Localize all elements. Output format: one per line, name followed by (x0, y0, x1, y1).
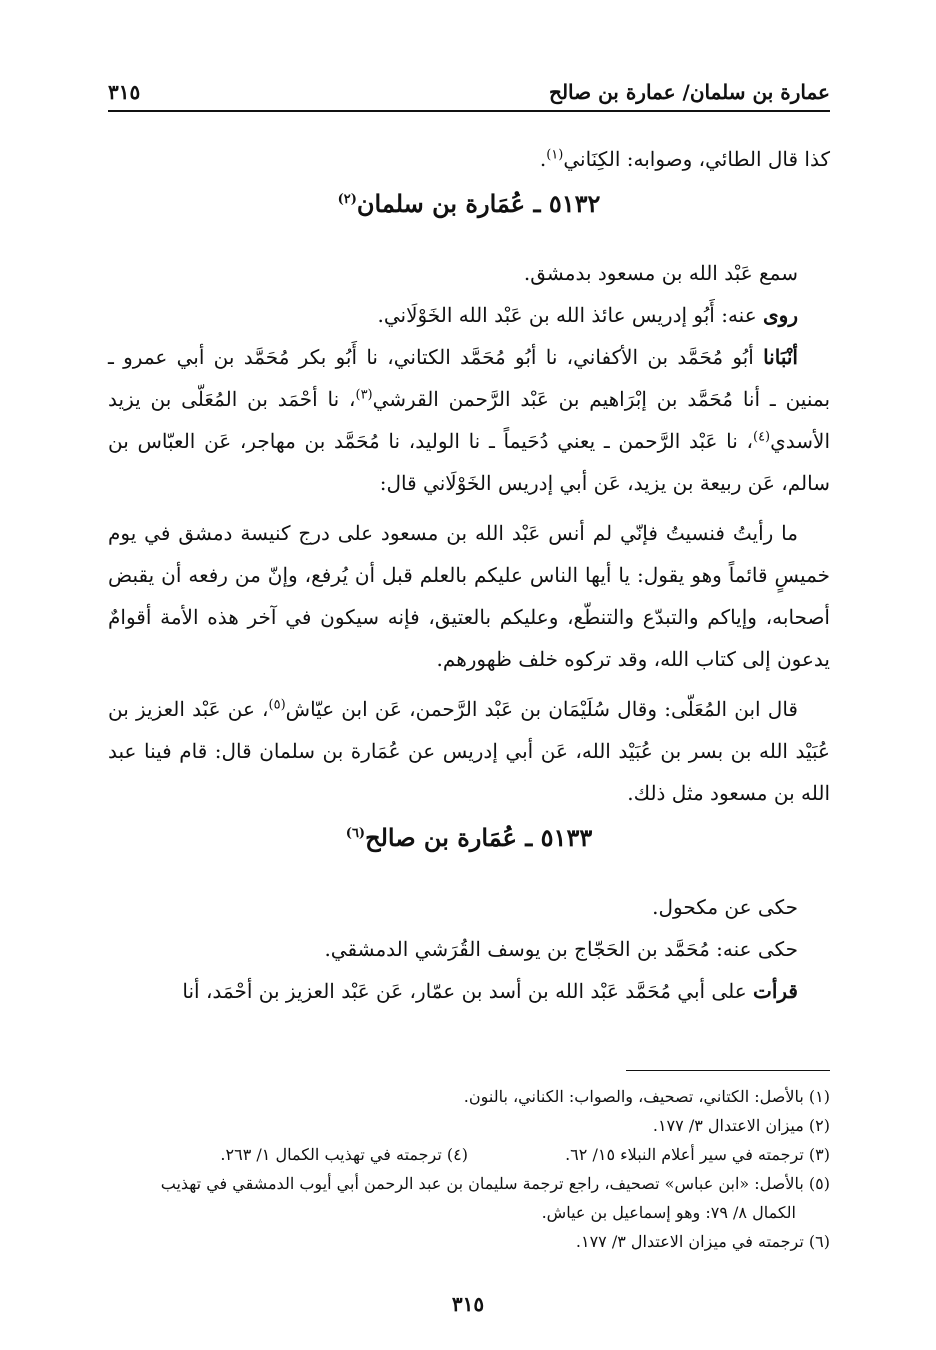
footnote-4: (٤) ترجمته في تهذيب الكمال ١/ ٢٦٣. (220, 1145, 468, 1164)
entry1-isnad (108, 336, 830, 504)
footer-page-number: ٣١٥ (451, 1292, 485, 1316)
isnad-part-c: ، نا عَبْد الرَّحمن ـ يعني دُحَيماً ـ نا الوليد، نا مُحَمَّد بن مهاجر، عَن العبّاس بن سالم، عَن ربيعة بن يزيد، عَن أبي إدريس الخَوْلَاني قال: (108, 429, 830, 495)
isnad-part-a: أبُو مُحَمَّد بن الأكفاني، نا أبُو مُحَمَّد الكتاني، نا أَبُو بكر مُحَمَّد بن أبي عمرو ـ بمنين ـ أنا مُحَمَّد بن إبْرَاهيم بن عَبْد الرَّحمن القرشي (108, 345, 831, 411)
footnote-ref-5: (٥) (268, 697, 286, 713)
footnote-3: (٣) ترجمته في سير أعلام النبلاء ١٥/ ٦٢. (565, 1145, 830, 1164)
footnote-5: (٥) بالأصل: «ابن عباس» تصحيف، راجع ترجمة سليمان بن عبد الرحمن أبي أيوب الدمشقي في تهذيب (160, 1174, 830, 1193)
keyword-qaraat: قرأت (753, 979, 798, 1003)
entry1-paragraph-4 (108, 688, 830, 814)
intro-text: كذا قال الطائي، وصوابه: الكِنَاني (563, 147, 830, 171)
entry1-paragraph-2 (108, 294, 830, 336)
keyword-anbana: أنْبَانا (763, 345, 798, 369)
entry1-paragraph-1: سمع عَبْد الله بن مسعود بدمشق. (523, 261, 798, 285)
footnote-ref-3: (٣) (355, 387, 373, 403)
page-header (108, 66, 830, 112)
footnote-row-3-4 (108, 1140, 830, 1169)
entry1-p4-part-a: قال ابن المُعَلّى: وقال سُلَيْمَان بن عَبْد الرَّحمن، عَن ابن عيّاش (285, 697, 798, 721)
footnote-1: (١) بالأصل: الكتاني، تصحيف، والصواب: الكناني، بالنون. (463, 1087, 830, 1106)
footnote-ref-4: (٤) (752, 429, 771, 445)
footnote-divider (626, 1070, 830, 1071)
entry2-paragraph-2: حكى عنه: مُحَمَّد بن الحَجّاج بن يوسف القُرَشي الدمشقي. (324, 937, 798, 961)
footnotes (108, 1082, 830, 1256)
footnote-5-continuation: الكمال ٨/ ٧٩: وهو إسماعيل بن عياش. (541, 1203, 796, 1222)
entry-heading-5132 (108, 180, 830, 240)
intro-end: . (539, 147, 547, 171)
entry1-p4-part-b: ، عن عَبْد العزيز بن عُبَيْد الله بن بسر بن عُبَيْد الله، عَن أبي إدريس عن عُمَارة بن سلمان قال: قام فينا عبد الله بن مسعود مثل ذلك. (108, 697, 830, 805)
footnote-ref-1: (١) (546, 147, 564, 163)
footnote-ref-2: (٢) (337, 192, 357, 207)
entry1-quote: ما رأيتُ فنسيتُ فإنّي لم أنس عَبْد الله بن مسعود على درج كنيسة دمشق في يوم خميسٍ قائماً وهو يقول: يا أيها الناس عليكم بالعلم قبل أن يُرفع، وإنّ من رفعه أن يقبض أصحابه، وإياكم والتبدّع والتنطّع، وعليكم بالعتيق، فإنه سيكون في آخر هذه الأمة أقوامٌ يدعون إلى كتاب الله، وقد تركوه خلف ظهورهم. (108, 521, 830, 671)
footnote-2: (٢) ميزان الاعتدال ٣/ ١٧٧. (652, 1116, 830, 1135)
entry1-p2-text: عنه: أَبُو إدريس عائذ الله بن عَبْد الله الخَوْلَاني. (377, 303, 764, 327)
running-title: عمارة بن سلمان/ عمارة بن صالح (549, 80, 830, 104)
footnote-6: (٦) ترجمته في ميزان الاعتدال ٣/ ١٧٧. (575, 1232, 830, 1251)
isnad-part-b: ، نا أحْمَد بن المُعَلّى بن يزيد الأسدي (108, 387, 830, 453)
main-text (108, 138, 830, 1012)
intro-line (108, 138, 830, 180)
entry2-p3-text: على أبي مُحَمَّد عَبْد الله بن أسد بن عمّار، عَن عَبْد العزيز بن أحْمَد، أنا (182, 979, 754, 1003)
entry-heading-5133 (108, 814, 830, 874)
entry2-paragraph-1: حكى عن مكحول. (652, 895, 798, 919)
footnote-ref-6: (٦) (345, 826, 366, 841)
header-page-number: ٣١٥ (108, 80, 141, 104)
entry-title-5133: ٥١٣٣ ـ عُمَارة بن صالح (365, 823, 593, 852)
entry-title-5132: ٥١٣٢ ـ عُمَارة بن سلمان (356, 189, 601, 218)
keyword-rawa: روى (763, 303, 798, 327)
entry2-paragraph-3 (108, 970, 830, 1012)
